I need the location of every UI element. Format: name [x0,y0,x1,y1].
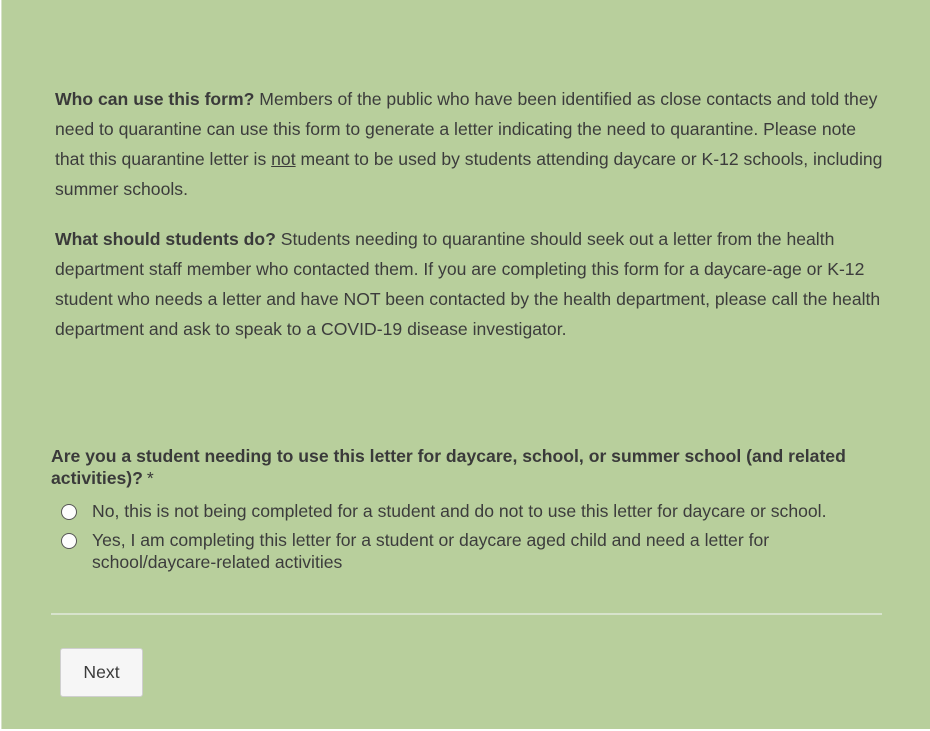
who-can-use-emphasis: not [271,149,296,169]
next-button[interactable]: Next [60,648,143,697]
intro-section [55,84,885,364]
radio-student[interactable] [61,533,77,549]
students-heading: What should students do? [55,229,276,249]
student-question-label: Are you a student needing to use this letter for daycare, school, or summer school (and related activities)? [51,446,846,488]
section-divider [51,613,882,615]
students-text: Students needing to quarantine should seek out a letter from the health department staff member who contacted them. If you are completing this form for a daycare-age or K-12 student who needs a letter and have NOT been contacted by the health department, please call the health department and ask to speak to a COVID-19 disease investigator. [55,229,881,339]
who-can-use-heading: Who can use this form? [55,89,255,109]
option-not-student-label[interactable]: No, this is not being completed for a student and do not to use this letter for daycare or school. [92,501,827,521]
students-paragraph [55,224,885,344]
student-question [51,445,881,489]
who-can-use-paragraph [55,84,885,204]
option-student[interactable] [61,529,891,573]
who-can-use-text-2: meant to be used by students attending daycare or K-12 schools, including summer schools. [55,149,883,199]
radio-not-student[interactable] [61,504,77,520]
form-panel [1,0,930,729]
student-question-options [61,500,891,580]
who-can-use-text-1: Members of the public who have been identified as close contacts and told they need to quarantine can use this form to generate a letter indicating the need to quarantine. Please note that this quarantine letter is [55,89,878,169]
option-student-label[interactable]: Yes, I am completing this letter for a student or daycare aged child and need a letter for school/daycare-related activities [92,530,770,572]
option-not-student[interactable] [61,500,891,522]
required-marker: * [146,468,154,488]
